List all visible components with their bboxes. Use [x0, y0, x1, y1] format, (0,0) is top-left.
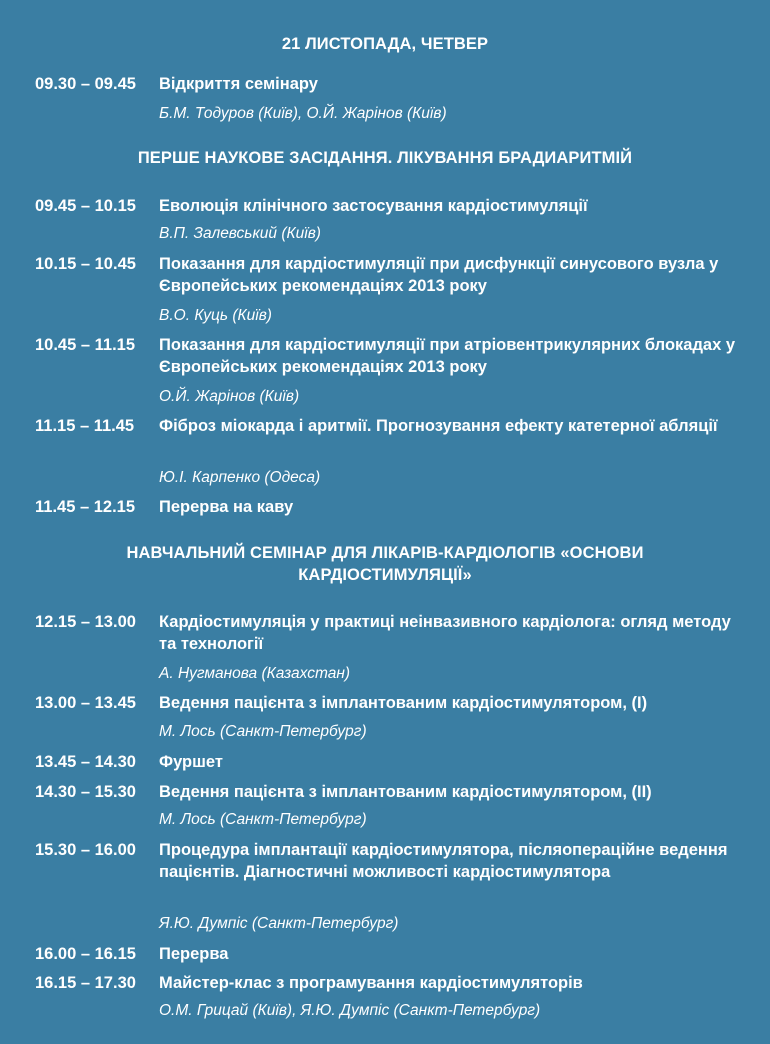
item-title: Майстер-клас з програмування кардіостимуляторів	[159, 974, 583, 992]
item-time: 10.45 – 11.15	[35, 336, 136, 354]
session-title-2: НАВЧАЛЬНИЙ СЕМІНАР ДЛЯ ЛІКАРІВ-КАРДІОЛОГІВ «ОСНОВИ КАРДІОСТИМУЛЯЦІЇ»	[126, 544, 644, 584]
item-time: 16.00 – 16.15	[35, 945, 136, 963]
item-time: 09.45 – 10.15	[35, 197, 136, 215]
item-title: Еволюція клінічного застосування кардіостимуляції	[159, 197, 588, 215]
item-title: Кардіостимуляція у практиці неінвазивного кардіолога: огляд методу та технології	[159, 613, 731, 653]
item-speaker: В.О. Куць (Київ)	[159, 307, 272, 324]
item-speaker: Б.М. Тодуров (Київ), О.Й. Жарінов (Київ)	[159, 105, 447, 122]
item-speaker: О.М. Грицай (Київ), Я.Ю. Думпіс (Санкт-Петербург)	[159, 1002, 541, 1019]
item-title: Відкриття семінару	[159, 75, 318, 93]
item-title: Процедура імплантації кардіостимулятора, післяопераційне ведення пацієнтів. Діагностичні можливості кардіостимулятора	[159, 841, 728, 881]
item-time: 11.15 – 11.45	[35, 417, 135, 435]
item-speaker: О.Й. Жарінов (Київ)	[159, 388, 300, 405]
session-title-1: ПЕРШЕ НАУКОВЕ ЗАСІДАННЯ. ЛІКУВАННЯ БРАДИАРИТМІЙ	[137, 149, 633, 167]
item-title: Ведення пацієнта з імплантованим кардіостимулятором, (II)	[159, 783, 652, 801]
item-speaker: В.П. Залевський (Київ)	[159, 225, 321, 242]
item-time: 13.45 – 14.30	[35, 753, 136, 771]
day-header: 21 ЛИСТОПАДА, ЧЕТВЕР	[281, 35, 489, 53]
item-time: 15.30 – 16.00	[35, 841, 136, 859]
item-speaker: Ю.І. Карпенко (Одеса)	[159, 469, 321, 486]
item-time: 16.15 – 17.30	[35, 974, 136, 992]
item-speaker: М. Лось (Санкт-Петербург)	[159, 723, 367, 740]
item-title: Фуршет	[159, 753, 223, 771]
item-title: Перерва на каву	[159, 498, 294, 516]
item-title: Показання для кардіостимуляції при дисфункції синусового вузла у Європейських рекомендаціях 2013 року	[159, 255, 719, 295]
item-time: 10.15 – 10.45	[35, 255, 136, 273]
item-speaker: А. Нугманова (Казахстан)	[159, 665, 351, 682]
item-speaker: Я.Ю. Думпіс (Санкт-Петербург)	[159, 915, 399, 932]
item-speaker: М. Лось (Санкт-Петербург)	[159, 811, 367, 828]
item-time: 12.15 – 13.00	[35, 613, 136, 631]
item-title: Показання для кардіостимуляції при атріовентрикулярних блокадах у Європейських рекомендаціях 2013 року	[159, 336, 736, 376]
item-time: 13.00 – 13.45	[35, 694, 136, 712]
item-time: 09.30 – 09.45	[35, 75, 136, 93]
item-title: Перерва	[159, 945, 229, 963]
item-time: 14.30 – 15.30	[35, 783, 136, 801]
item-title: Фіброз міокарда і аритмії. Прогнозування ефекту катетерної абляції	[159, 417, 718, 435]
item-time: 11.45 – 12.15	[35, 498, 136, 516]
item-title: Ведення пацієнта з імплантованим кардіостимулятором, (I)	[159, 694, 648, 712]
